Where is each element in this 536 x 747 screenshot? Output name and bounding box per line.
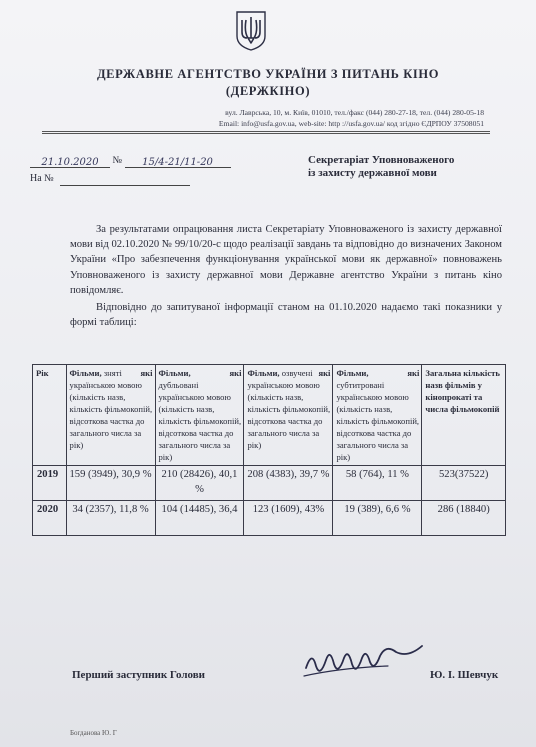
letter-body bbox=[70, 222, 502, 330]
agency-name-line2: (ДЕРЖКІНО) bbox=[225, 84, 311, 98]
table-header-row bbox=[33, 365, 506, 466]
agency-name bbox=[50, 66, 486, 100]
header-divider-secondary bbox=[42, 133, 490, 134]
header-filmed: які Фільми, зняті українською мовою (кількість назв, кількість фільмокопій, відсоткова частка до загального числа за рік) bbox=[66, 365, 155, 466]
agency-address: вул. Лаврська, 10, м. Київ, 01010, тел./факс (044) 280-27-18, тел. (044) 280-05-18 bbox=[225, 108, 484, 117]
header-total: Загальна кількість назв фільмів у кінопрокаті та числа фільмокопій bbox=[422, 365, 506, 466]
agency-name-line1: ДЕРЖАВНЕ АГЕНТСТВО УКРАЇНИ З ПИТАНЬ КІНО bbox=[96, 67, 440, 81]
addressee-line2: із захисту державної мови bbox=[308, 167, 437, 179]
table-cell: 159 (3949), 30,9 % bbox=[66, 466, 155, 501]
trident-emblem-icon bbox=[234, 8, 268, 52]
header-divider bbox=[42, 131, 490, 132]
contact-block bbox=[84, 107, 484, 129]
table-cell: 34 (2357), 11,8 % bbox=[66, 501, 155, 536]
table-cell: 104 (14485), 36,4 bbox=[155, 501, 244, 536]
table-cell: 58 (764), 11 % bbox=[333, 466, 422, 501]
agency-email-line: Email: info@usfa.gov.ua, web-site: http ://usfa.gov.ua/ код згідно ЄДРПОУ 37508051 bbox=[218, 119, 484, 128]
addressee-line1: Секретаріат Уповноваженого bbox=[308, 154, 455, 166]
table-row bbox=[33, 501, 506, 536]
table-cell: 19 (389), 6,6 % bbox=[333, 501, 422, 536]
number-handwritten: 15/4-21/11-20 bbox=[142, 157, 213, 168]
outgoing-number-line bbox=[30, 154, 231, 168]
table-cell-year: 2020 bbox=[33, 501, 67, 536]
header-subtitled: які Фільми, субтитровані українською мовою (кількість назв, кількість фільмокопій, відсоткова частка до загального числа за рік) bbox=[333, 365, 422, 466]
header-dubbed: які Фільми, дубльовані українською мовою (кількість назв, кількість фільмокопій, відсоткова частка до загального числа за рік) bbox=[155, 365, 244, 466]
header-year: Рік bbox=[33, 365, 67, 466]
table-row bbox=[33, 466, 506, 501]
film-statistics-table bbox=[32, 364, 506, 536]
handwritten-signature-icon bbox=[300, 638, 428, 686]
signatory-title: Перший заступник Голови bbox=[72, 669, 205, 681]
signatory-name: Ю. І. Шевчук bbox=[430, 669, 499, 681]
table-cell: 123 (1609), 43% bbox=[244, 501, 333, 536]
reference-label: На № bbox=[30, 173, 54, 184]
table-cell: 523(37522) bbox=[422, 466, 506, 501]
number-sign: № bbox=[112, 155, 123, 166]
table-cell: 208 (4383), 39,7 % bbox=[244, 466, 333, 501]
table-cell-year: 2019 bbox=[33, 466, 67, 501]
table-cell: 286 (18840) bbox=[422, 501, 506, 536]
body-paragraph-1: За результатами опрацювання листа Секретаріату Уповноваженого із захисту державної мови від 02.10.2020 № 99/10/20-с щодо реалізації завдань та відповідно до визначених Законом України «Про забезпечення функціонування української мови як державної» повноважень Уповноваженого із захисту державної мови Державне агентство України з питань кіно повідомляє. bbox=[70, 224, 502, 296]
executor-name: Богданова Ю. Г bbox=[70, 729, 117, 737]
reference-line bbox=[30, 172, 190, 186]
header-voiced: які Фільми, озвучені українською мовою (кількість назв, кількість фільмокопій, відсоткова частка до загального числа за рік) bbox=[244, 365, 333, 466]
body-paragraph-2: Відповідно до запитуваної інформації станом на 01.10.2020 надаємо такі показники у формі таблиці: bbox=[70, 302, 502, 329]
addressee bbox=[308, 154, 508, 180]
table-cell: 210 (28426), 40,1 % bbox=[155, 466, 244, 501]
date-handwritten: 21.10.2020 bbox=[41, 157, 99, 168]
